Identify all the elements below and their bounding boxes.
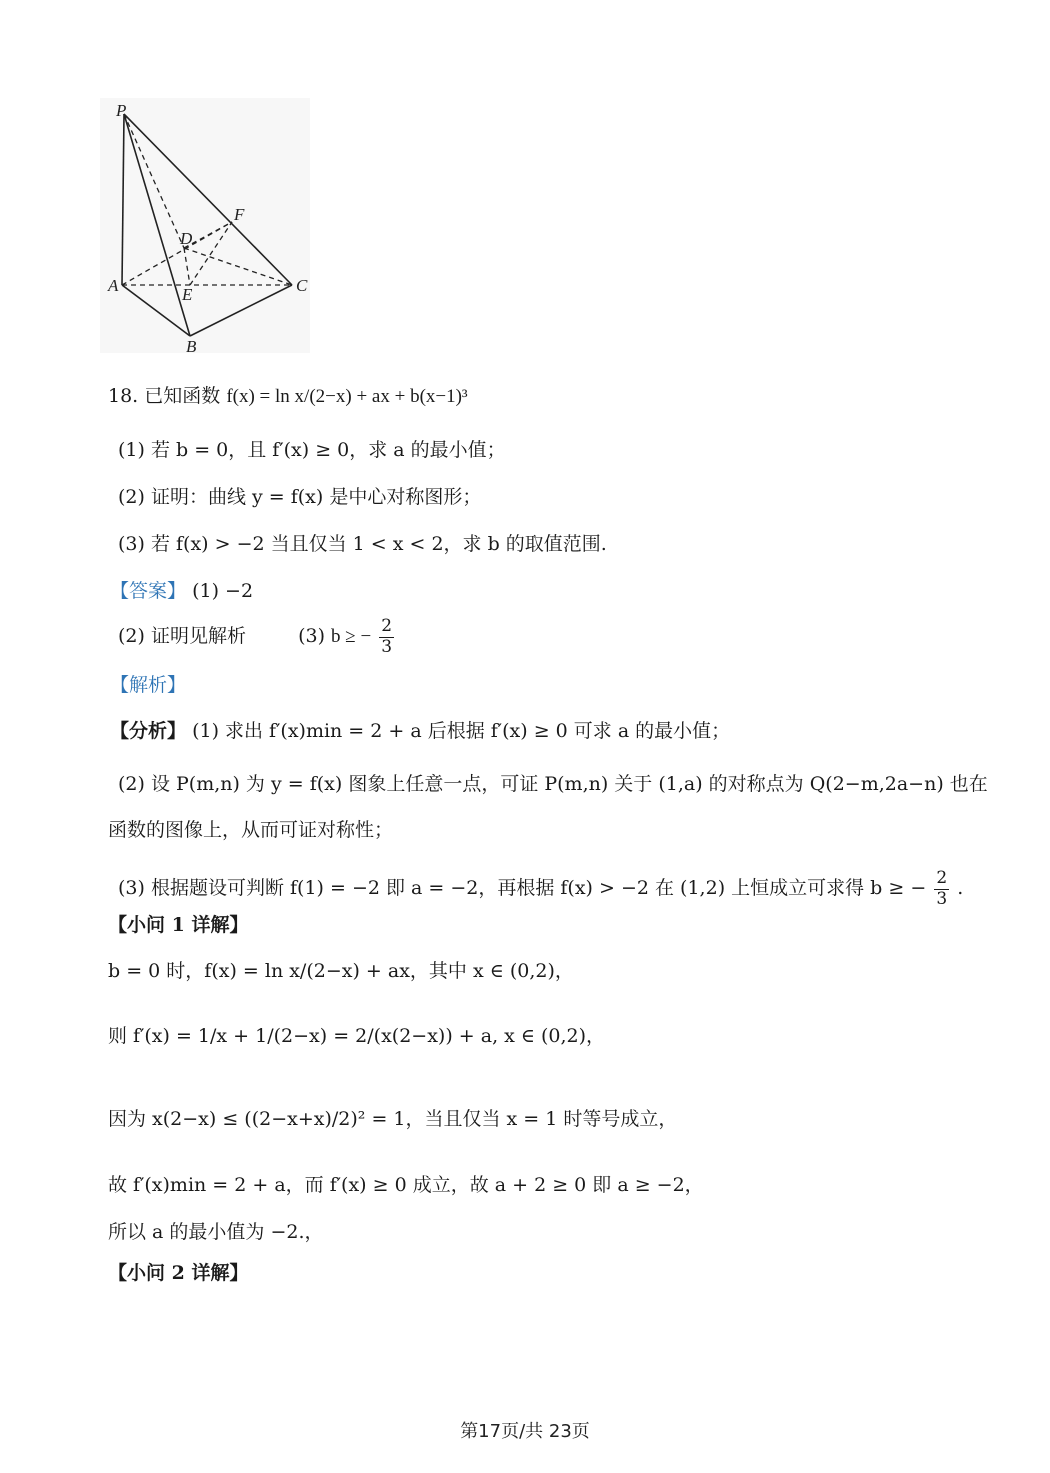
part2-text: 证明：曲线 y = f(x) 是中心对称图形； [150, 486, 482, 508]
detail1-tag: 【小问 1 详解】 [108, 914, 249, 936]
analysis-p3-end: . [957, 877, 964, 900]
problem-part3 [118, 535, 607, 554]
analysis-p3-den: 3 [936, 888, 948, 909]
answer-line1 [110, 582, 253, 601]
part3-text: 若 f(x) > −2 当且仅当 1 < x < 2，求 b 的取值范围. [150, 533, 607, 555]
problem-stem-prefix: 已知函数 [144, 385, 221, 407]
detail1-l2: 则 f′(x) = 1/x + 1/(2−x) = 2/(x(2−x)) + a, x ∈ (0,2)， [108, 1025, 606, 1047]
analysis-p3 [118, 869, 963, 909]
answer2-label: (2) [118, 625, 145, 648]
answer3-label: (3) [298, 625, 325, 648]
part1-text: 若 b = 0，且 f′(x) ≥ 0，求 a 的最小值； [150, 439, 506, 461]
page-footer: 第17页/共 23页 [460, 1421, 590, 1442]
problem-number: 18. [108, 385, 139, 407]
label-E: E [182, 285, 193, 304]
problem-stem-formula: f(x) = ln x/(2−x) + ax + b(x−1)³ [226, 386, 468, 407]
analysis-p3-num: 2 [936, 868, 948, 888]
answer2-value: 证明见解析 [150, 625, 246, 648]
part1-label: (1) [118, 439, 145, 461]
label-C: C [296, 276, 308, 295]
answer-tag: 【答案】 [110, 580, 187, 602]
answer3-fraction [379, 617, 394, 657]
answer3-den: 3 [381, 636, 393, 657]
fenxi-tag: 【分析】 [110, 720, 187, 742]
analysis-p2b: 函数的图像上，从而可证对称性； [108, 819, 394, 841]
answer3-prefix: b ≥ − [331, 626, 372, 648]
answer-line2 [118, 617, 396, 657]
part3-label: (3) [118, 533, 145, 555]
answer1-label: (1) [192, 580, 219, 602]
problem-part2 [118, 488, 481, 507]
analysis-p3-fraction [934, 869, 949, 909]
detail1-l4: 故 f′(x)min = 2 + a，而 f′(x) ≥ 0 成立，故 a + 2 ≥ 0 即 a ≥ −2， [108, 1174, 704, 1196]
label-P: P [116, 101, 127, 120]
problem-stem [108, 387, 468, 406]
problem-part1 [118, 441, 506, 460]
detail2-tag: 【小问 2 详解】 [108, 1262, 249, 1284]
answer1-value: −2 [225, 580, 254, 602]
detail1-l3: 因为 x(2−x) ≤ ((2−x+x)/2)² = 1，当且仅当 x = 1 时等号成立， [108, 1108, 678, 1130]
analysis-p1 [110, 722, 730, 741]
pyramid-figure [100, 98, 310, 358]
label-F: F [234, 205, 245, 224]
analysis-p1-text: (1) 求出 f′(x)min = 2 + a 后根据 f′(x) ≥ 0 可求 a 的最小值； [192, 720, 731, 742]
detail1-l1: b = 0 时，f(x) = ln x/(2−x) + ax，其中 x ∈ (0,2)， [108, 960, 574, 982]
analysis-p3-text: (3) 根据题设可判断 f(1) = −2 即 a = −2，再根据 f(x) > −2 在 (1,2) 上恒成立可求得 b ≥ − [118, 877, 927, 900]
analysis-p2a: (2) 设 P(m,n) 为 y = f(x) 图象上任意一点，可证 P(m,n) 关于 (1,a) 的对称点为 Q(2−m,2a−n) 也在 [118, 773, 988, 795]
figure-background [100, 98, 310, 353]
analysis-tag: 【解析】 [110, 674, 187, 696]
label-A: A [108, 276, 119, 295]
detail1-l5: 所以 a 的最小值为 −2.， [108, 1221, 324, 1243]
part2-label: (2) [118, 486, 145, 508]
label-D: D [180, 229, 193, 248]
answer3-num: 2 [381, 616, 393, 636]
label-B: B [186, 337, 197, 356]
